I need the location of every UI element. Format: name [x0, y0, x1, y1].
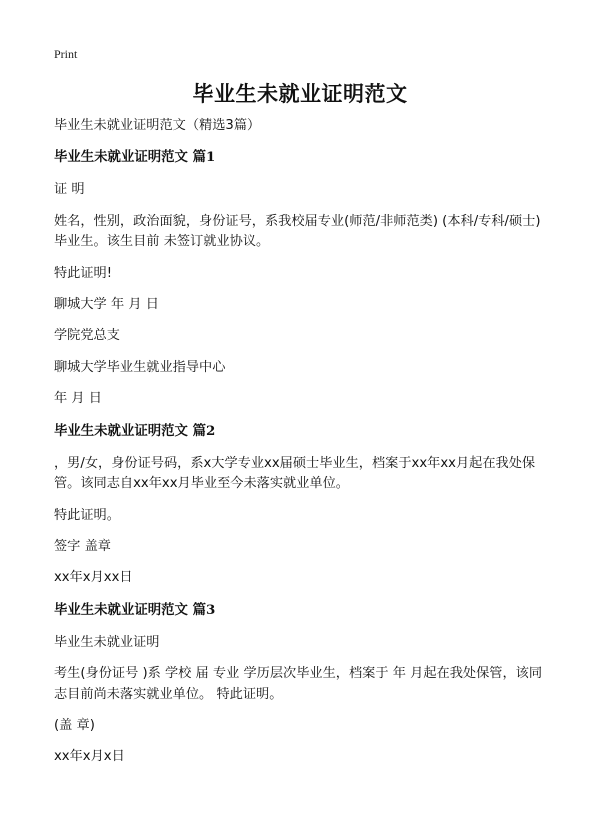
section3-line-3: (盖 章): [54, 718, 95, 733]
section1-line-2: 姓名，性别，政治面貌，身份证号，系我校届专业(师范/非师范类) (本科/专科/硕士)毕业生。该生目前 未签订就业协议。: [54, 213, 541, 250]
section3-line-1: 毕业生未就业证明: [54, 634, 160, 650]
section1-line-1: 证 明: [54, 182, 85, 198]
section-heading-1: 毕业生未就业证明范文 篇1: [54, 149, 216, 166]
section-heading-2: 毕业生未就业证明范文 篇2: [54, 422, 216, 439]
section2-line-3: 签字 盖章: [54, 538, 111, 554]
section-heading-3: 毕业生未就业证明范文 篇3: [54, 601, 216, 618]
section1-line-3: 特此证明!: [54, 265, 113, 281]
section2-line-2: 特此证明。: [54, 507, 120, 523]
section1-line-7: 年 月 日: [54, 391, 102, 407]
section3-line-2: 考生(身份证号 )系 学校 届 专业 学历层次毕业生，档案于 年 月起在我处保管，该同志目前尚未落实就业单位。 特此证明。: [54, 666, 543, 702]
section2-line-4: xx年x月xx日: [54, 570, 133, 586]
section1-line-6: 聊城大学毕业生就业指导中心: [54, 359, 226, 375]
section3-line-4: xx年x月x日: [54, 749, 125, 765]
page-title: 毕业生未就业证明范文: [192, 82, 408, 106]
print-label: Print: [54, 47, 78, 61]
section1-line-5: 学院党总支: [54, 328, 120, 344]
document-body: [54, 116, 550, 779]
section2-line-1: ，男/女，身份证号码，系x大学专业xx届硕士毕业生，档案于xx年xx月起在我处保管。该同志自xx年xx月毕业至今未落实就业单位。: [54, 455, 536, 492]
section1-line-4: 聊城大学 年 月 日: [54, 297, 159, 313]
document-subtitle: 毕业生未就业证明范文（精选3篇）: [54, 118, 261, 133]
